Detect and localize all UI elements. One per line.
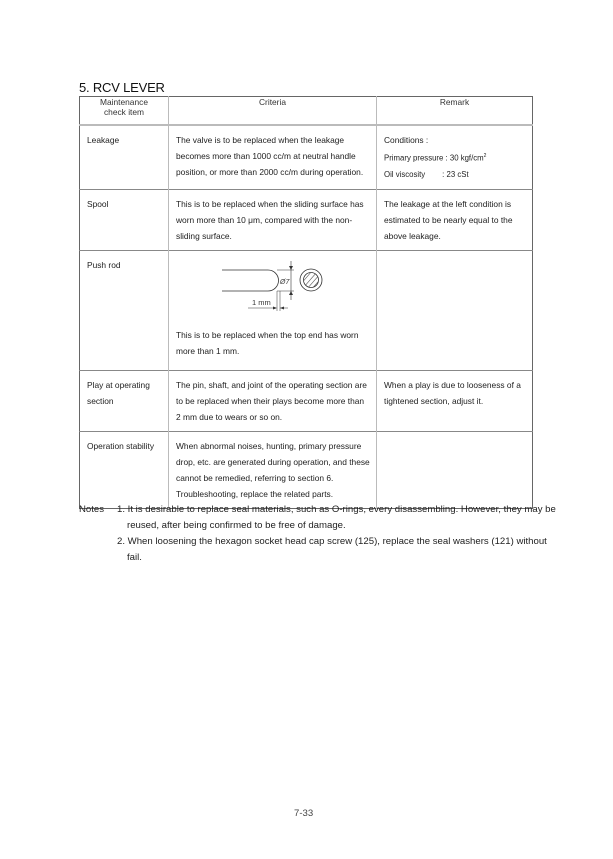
oil-viscosity-label: Oil viscosity bbox=[384, 169, 426, 179]
section-title: 5. RCV LEVER bbox=[79, 80, 165, 95]
table-row bbox=[80, 370, 533, 431]
header-check-item-line2: check item bbox=[103, 107, 145, 117]
remark-cell bbox=[377, 250, 533, 370]
header-criteria: Criteria bbox=[169, 97, 377, 126]
superscript: 2 bbox=[483, 153, 487, 159]
notes-list bbox=[117, 502, 557, 566]
remark-cell: When a play is due to looseness of a tightened section, adjust it. bbox=[384, 379, 521, 406]
page-number: 7-33 bbox=[294, 808, 314, 819]
check-item-cell: Leakage bbox=[80, 125, 169, 189]
notes-label: Notes bbox=[79, 504, 105, 515]
remark-oil-viscosity bbox=[384, 167, 526, 183]
header-remark: Remark bbox=[377, 97, 533, 126]
remark-cell bbox=[377, 125, 533, 189]
note-item: 2. When loosening the hexagon socket head cap screw (125), replace the seal washers (121) without fail. bbox=[117, 536, 547, 563]
primary-pressure-value: : 30 kgf/cm bbox=[445, 153, 484, 163]
oil-viscosity-value: : 23 cSt bbox=[442, 169, 469, 179]
svg-text:1 mm: 1 mm bbox=[252, 297, 271, 307]
criteria-cell: The valve is to be replaced when the leakage becomes more than 1000 cc/m at neutral handle position, or more than 2000 cc/m during operation. bbox=[169, 125, 377, 189]
criteria-text: This is to be replaced when the top end has worn more than 1 mm. bbox=[176, 329, 359, 356]
check-item-cell: Operation stability bbox=[80, 431, 169, 508]
note-item: 1. It is desirable to replace seal materials, such as O-rings, every disassembling. However, they may be reused, after being confirmed to be free of damage. bbox=[117, 504, 556, 531]
remark-cell: The leakage at the left condition is estimated to be nearly equal to the above leakage. bbox=[384, 198, 513, 241]
table-row bbox=[80, 250, 533, 370]
table-row bbox=[80, 189, 533, 250]
push-rod-wear-icon bbox=[176, 259, 376, 321]
check-item-cell: Play at operating section bbox=[80, 370, 169, 431]
table-row bbox=[80, 431, 533, 508]
table-header-row bbox=[80, 97, 533, 126]
primary-pressure-label: Primary pressure bbox=[384, 153, 444, 163]
maintenance-table bbox=[79, 96, 533, 509]
criteria-cell: When abnormal noises, hunting, primary pressure drop, etc. are generated during operation, and these cannot be remedied, referring to section 6. Troubleshooting, replace the related parts. bbox=[169, 431, 377, 508]
check-item-cell: Spool bbox=[80, 189, 169, 250]
criteria-cell: The pin, shaft, and joint of the operating section are to be replaced when their plays become more than 2 mm due to wears or so on. bbox=[169, 370, 377, 431]
push-rod-diagram bbox=[176, 259, 370, 321]
svg-text:Ø7: Ø7 bbox=[280, 278, 290, 286]
remark-primary-pressure bbox=[384, 148, 526, 167]
check-item-cell: Push rod bbox=[80, 250, 169, 370]
criteria-cell: This is to be replaced when the sliding surface has worn more than 10 μm, compared with the non-sliding surface. bbox=[169, 189, 377, 250]
remark-cell bbox=[377, 431, 533, 508]
header-check-item bbox=[80, 97, 169, 126]
header-check-item-line1: Maintenance bbox=[100, 97, 148, 107]
remark-conditions-heading: Conditions : bbox=[384, 135, 429, 145]
criteria-cell bbox=[169, 250, 377, 370]
table-row bbox=[80, 125, 533, 189]
